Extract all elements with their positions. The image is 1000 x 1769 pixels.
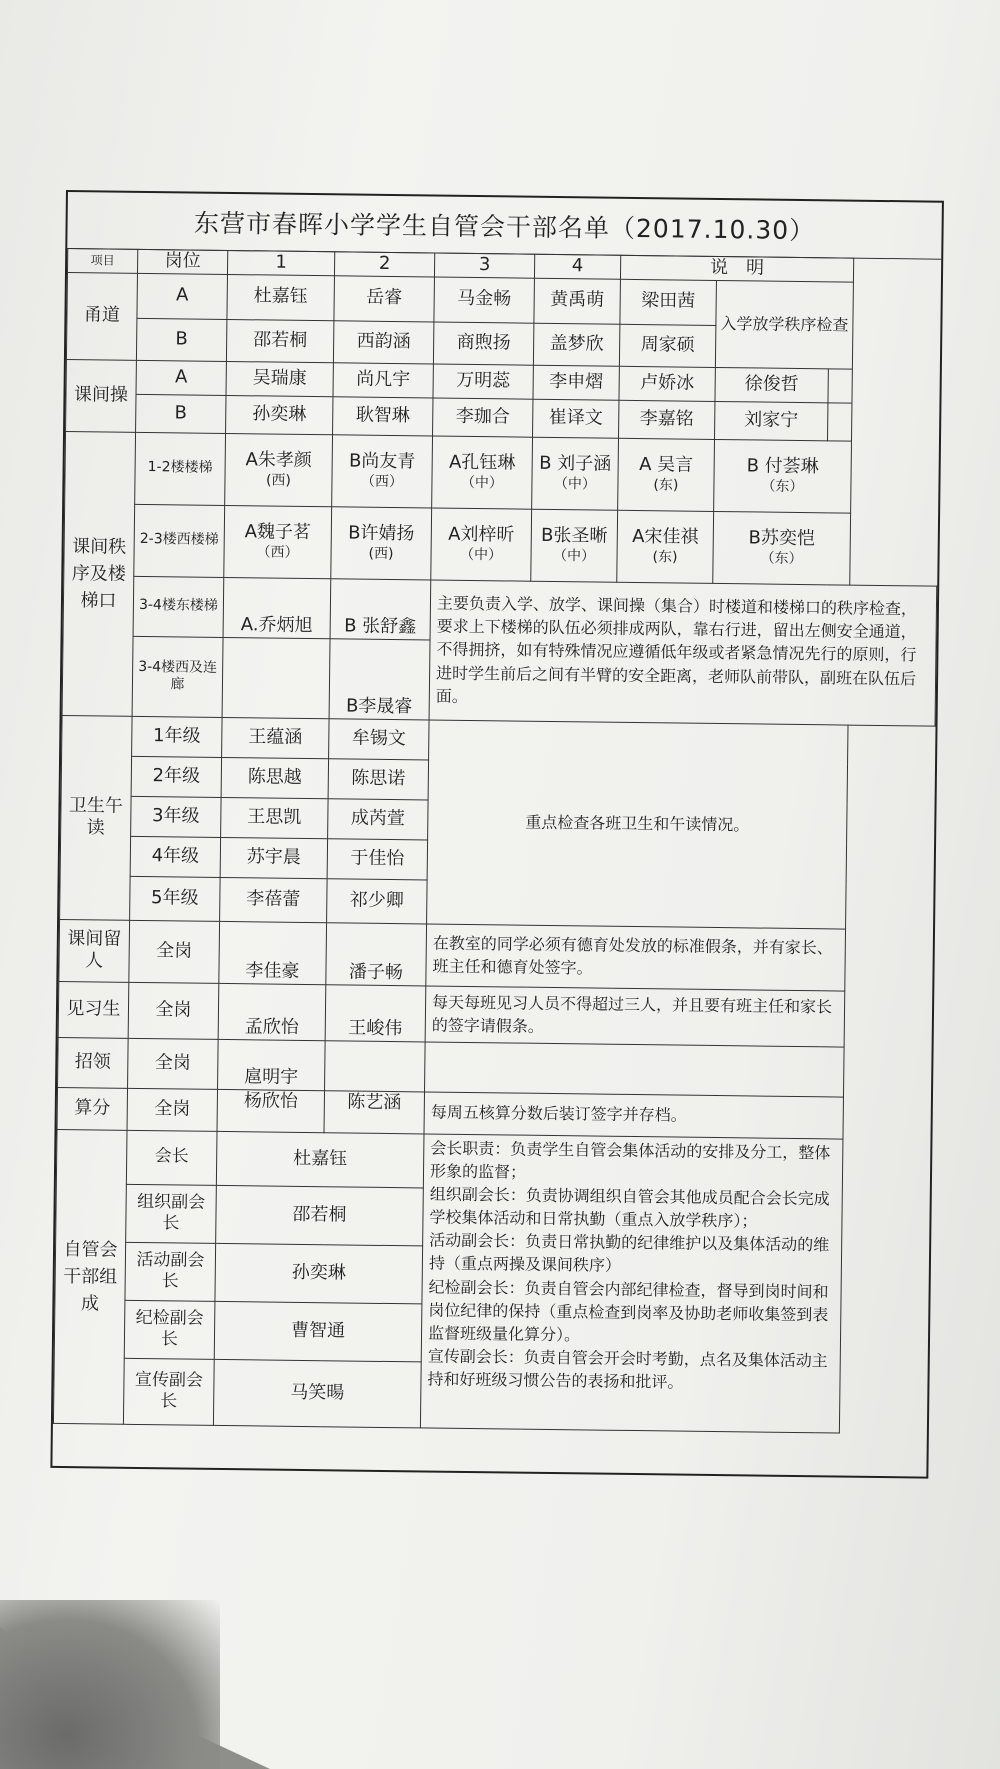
hand-shadow [0,1600,220,1769]
name-cell: 王思凯 [221,797,328,838]
name-cell: 祁少卿 [327,878,428,923]
name-cell: 王蕴涵 [222,717,329,758]
name-cell: 刘家宁 [715,401,828,440]
table-row [65,431,939,514]
item-yongdao: 甬道 [66,272,137,360]
post-label: A [136,360,226,395]
note-suanfen: 每周五核算分数后装订签字并存档。 [424,1091,843,1138]
note-zhaoling [425,1041,845,1096]
name-text: B 刘子涵 [539,452,612,475]
header-item: 项目 [67,249,137,273]
item-ziguanhui: 自管会干部组成 [53,1129,127,1424]
name-cell: 李申熠 [533,365,619,400]
side-label: （东） [761,478,804,495]
duty-text: 会长职责：负责学生自管会集体活动的安排及分工，整体形象的监督； [429,1138,831,1182]
note-liuren: 在教室的同学必须有德育处发放的标准假条，并有家长、班主任和德育处签字。 [426,923,846,990]
post-label: 宣传副会长 [123,1358,214,1425]
name-cell: 马笑暘 [213,1359,421,1428]
side-label: （中） [459,546,503,563]
name-cell [532,437,619,510]
empty-cell [827,402,851,440]
name-cell: 李嘉铭 [619,400,715,439]
note-louti: 主要负责入学、放学、课间操（集合）时楼道和楼梯口的秩序检查，要求上下楼梯的队伍必须排成两队，靠右行进，留出左侧安全通道，不得拥挤，如有特殊情况应遵循低年级或者紧急情况先行的原则，行进时学生前后之间有半臂的安全距离，老师队前带队，副班在队伍后面。 [429,579,937,725]
item-suanfen: 算分 [57,1087,128,1130]
post-label: 全岗 [129,920,220,983]
post-label: 3年级 [131,796,221,837]
name-cell [714,439,852,513]
note-weisheng: 重点检查各班卫生和午读情况。 [427,719,848,928]
name-cell: 西韵涵 [333,320,434,363]
name-cell [431,507,532,580]
post-label: 组织副会长 [126,1184,217,1243]
name-text: B 付荟琳 [746,455,819,478]
name-text: A朱孝颜 [245,449,312,472]
item-louti: 课间秩序及楼梯口 [62,431,135,716]
name-cell: 周家硕 [619,324,716,367]
name-cell: 万明蕊 [433,364,533,399]
name-cell [617,510,714,583]
item-zhaoling: 招领 [58,1037,129,1088]
roster-table [53,248,941,1434]
post-label: 纪检副会长 [124,1300,215,1359]
table-row [59,919,933,992]
name-cell: B李晟睿 [329,638,430,719]
name-cell [618,438,715,511]
name-cell [325,1040,426,1091]
name-text: A孔钰琳 [448,451,516,474]
name-cell: 孟欣怡 [218,983,326,1040]
name-cell: 陈艺涵 [324,1090,425,1133]
post-label: 3-4楼东楼梯 [133,576,224,637]
name-cell: 邵若桐 [216,1185,424,1246]
name-cell: 卢娇冰 [619,366,715,401]
side-label: （东） [760,550,803,567]
duty-text: 宣传副会长：负责自管会开会时考勤，点名及集体活动主持和好班级习惯公告的表扬和批评。 [427,1346,828,1393]
post-label: 全岗 [128,1038,219,1089]
side-label: (西) [368,545,394,562]
document-title: 东营市春晖小学学生自管会干部名单（2017.10.30） [67,192,942,260]
name-cell: 马金畅 [434,277,535,323]
header-col-3: 3 [434,253,534,278]
name-cell [225,433,333,506]
name-cell: 杜嘉钰 [227,274,335,320]
name-cell: 杜嘉钰 [216,1131,424,1188]
name-cell: 李蓓蕾 [220,877,328,922]
post-label: 会长 [126,1130,217,1185]
name-cell: 黄禹萌 [534,278,621,324]
name-cell: 吴瑞康 [226,361,333,396]
note-yongdao: 入学放学秩序检查 [715,280,853,369]
item-liuren: 课间留人 [59,919,130,982]
name-cell: 牟锡文 [329,718,429,759]
header-post: 岗位 [137,249,227,274]
post-label: 全岗 [128,982,219,1039]
name-cell: 尚凡宇 [333,362,433,397]
name-cell [331,506,432,579]
post-label: 2年级 [131,756,221,797]
post-label: B [136,394,226,433]
post-label: 5年级 [130,876,221,921]
name-cell: 梁田茜 [620,279,717,325]
name-cell: 扈明宇 [218,1039,326,1090]
header-note: 说 明 [620,255,853,281]
item-weisheng: 卫生午读 [60,715,132,920]
name-cell: 李珈合 [433,397,533,436]
post-label: A [137,273,228,319]
name-text: A宋佳祺 [632,525,699,548]
side-label: （中） [460,474,504,491]
name-cell: 于佳怡 [327,838,427,879]
post-label: B [136,318,227,361]
name-text: B许婧扬 [348,522,415,545]
post-label: 4年级 [130,836,220,877]
name-cell [222,637,330,718]
post-label: 全岗 [127,1088,218,1131]
name-cell: 成芮萱 [328,798,428,839]
name-cell: 杨欣怡 [217,1089,325,1132]
name-text: B尚友青 [348,450,416,473]
name-cell [531,509,618,582]
name-cell: 商煦扬 [433,322,534,365]
name-cell: 岳睿 [334,275,435,321]
item-kejiancao: 课间操 [66,359,137,432]
name-cell: 陈思诺 [328,758,428,799]
name-cell: 陈思越 [221,757,328,798]
name-text: A魏子茗 [244,521,312,544]
name-text: B张圣晰 [541,524,608,547]
name-cell [713,511,851,585]
side-label: （中） [552,547,596,564]
name-cell: 王峻伟 [325,984,426,1041]
post-label: 1年级 [132,716,222,757]
post-label: 3-4楼西及连廊 [132,636,223,717]
name-cell: A.乔炳旭 [223,577,331,638]
side-label: （西） [360,473,404,490]
name-cell: 孙奕琳 [226,395,333,434]
name-cell: 李佳豪 [219,921,327,984]
name-cell: 邵若桐 [226,319,334,362]
name-text: B苏奕恺 [748,527,816,550]
side-label: （西） [256,543,299,561]
roster-document [50,190,944,1479]
duty-text: 组织副会长：负责协调组织自管会其他成员配合会长完成学校集体活动和日常执勤（重点入放学秩序）； [429,1184,830,1231]
name-text: A刘梓昕 [448,523,515,546]
side-label: （中） [553,475,597,492]
name-cell [224,505,332,578]
name-cell: 崔译文 [533,399,619,438]
name-cell: 盖梦欣 [533,323,620,366]
name-cell [432,435,533,508]
table-row [64,503,938,586]
side-label: (东) [653,476,679,494]
name-cell: 徐俊哲 [715,367,828,402]
name-cell: 曹智通 [214,1301,422,1362]
name-cell: B 张舒鑫 [330,578,431,639]
name-cell: 潘子畅 [326,922,427,985]
header-col-1: 1 [227,250,334,275]
side-label: (东) [652,548,678,565]
post-label: 活动副会长 [125,1242,216,1301]
duty-text: 纪检副会长：负责自管会内部纪律检查，督导到岗时间和岗位纪律的保持（重点检查到岗率及协助老师收集签到表监督班级量化算分）。 [427,1277,829,1345]
name-cell [332,434,433,507]
name-text: A 吴言 [639,454,694,476]
post-label: 1-2楼楼梯 [135,432,226,505]
side-label: (西) [265,471,292,489]
name-cell: 孙奕琳 [215,1243,423,1304]
table-row [63,575,937,646]
post-label: 2-3楼西楼梯 [134,504,225,577]
name-cell: 苏宇晨 [220,837,327,878]
empty-cell [828,368,852,402]
name-cell: 耿智琳 [333,396,433,435]
header-col-4: 4 [534,254,620,279]
note-ziguanhui [420,1133,843,1432]
header-col-2: 2 [334,252,434,277]
note-jianxi: 每天每班见习人员不得超过三人，并且要有班主任和家长的签字请假条。 [425,985,845,1046]
duty-text: 活动副会长：负责日常执勤的纪律维护以及集体活动的维持（重点两操及课间秩序） [428,1230,830,1276]
item-jianxi: 见习生 [58,981,129,1038]
